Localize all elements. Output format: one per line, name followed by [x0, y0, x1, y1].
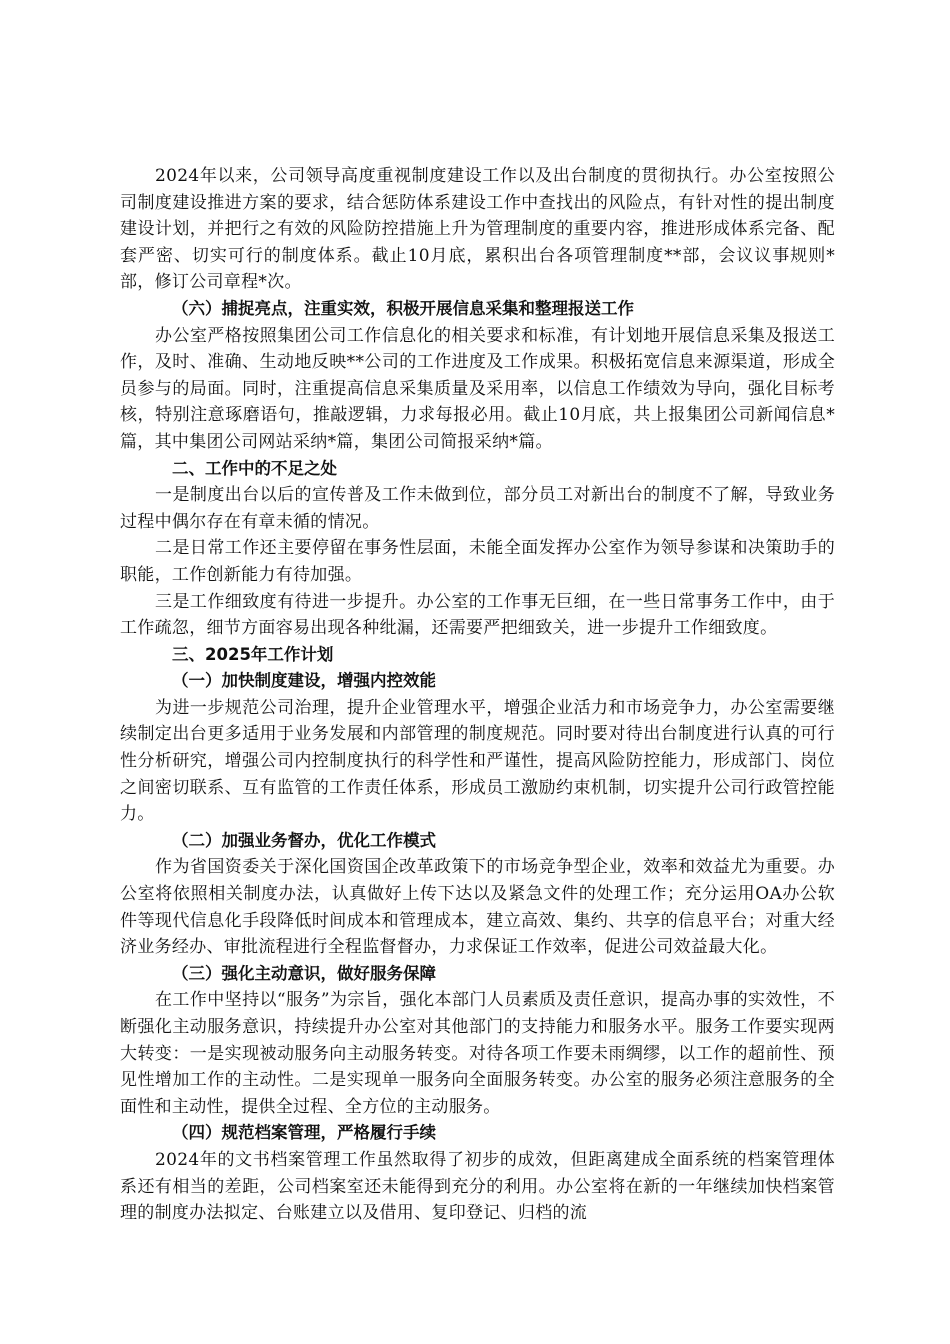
heading-shortcomings: 二、工作中的不足之处 — [172, 458, 337, 478]
heading-plan-2: （二）加强业务督办，优化工作模式 — [172, 830, 436, 850]
paragraph-plan-2: 作为省国资委关于深化国资国企改革政策下的市场竞争型企业，效率和效益尤为重要。办公室将依照相关制度办法，认真做好上传下达以及紧急文件的处理工作；充分运用OA办公软件等现代信息化手段降低时间成本和管理成本，建立高效、集约、共享的信息平台；对重大经济业务经办、审批流程进行全程监督督办，力求保证工作效率，促进公司效益最大化。 — [120, 857, 835, 958]
document-body — [120, 163, 835, 1227]
paragraph-plan-4: 2024年的文书档案管理工作虽然取得了初步的成效，但距离建成全面系统的档案管理体系还有相当的差距，公司档案室还未能得到充分的利用。办公室将在新的一年继续加快档案管理的制度办法拟定、台账建立以及借用、复印登记、归档的流 — [120, 1149, 835, 1224]
paragraph-shortcoming-1: 一是制度出台以后的宣传普及工作未做到位，部分员工对新出台的制度不了解，导致业务过程中偶尔存在有章未循的情况。 — [120, 485, 835, 532]
paragraph-plan-1: 为进一步规范公司治理，提升企业管理水平，增强企业活力和市场竞争力，办公室需要继续制定出台更多适用于业务发展和内部管理的制度规范。同时要对待出台制度进行认真的可行性分析研究，增强公司内控制度执行的科学性和严谨性，提高风险防控能力，形成部门、岗位之间密切联系、互有监管的工作责任体系，形成员工激励约束机制，切实提升公司行政管控能力。 — [120, 697, 835, 825]
paragraph-shortcoming-3: 三是工作细致度有待进一步提升。办公室的工作事无巨细，在一些日常事务工作中，由于工作疏忽，细节方面容易出现各种纰漏，还需要严把细致关，进一步提升工作细致度。 — [120, 591, 835, 639]
heading-info-collection: （六）捕捉亮点，注重实效，积极开展信息采集和整理报送工作 — [172, 298, 634, 318]
heading-work-plan: 三、2025年工作计划 — [172, 644, 334, 664]
heading-plan-1: （一）加快制度建设，增强内控效能 — [172, 671, 436, 691]
paragraph-institution-building: 2024年以来，公司领导高度重视制度建设工作以及出台制度的贯彻执行。办公室按照公司制度建设推进方案的要求，结合惩防体系建设工作中查找出的风险点，有针对性的提出制度建设计划，并把行之有效的风险防控措施上升为管理制度的重要内容，推进形成体系完备、配套严密、切实可行的制度体系。截止10月底，累积出台各项管理制度**部，会议议事规则*部，修订公司章程*次。 — [120, 166, 835, 293]
paragraph-info-collection: 办公室严格按照集团公司工作信息化的相关要求和标准，有计划地开展信息采集及报送工作，及时、准确、生动地反映**公司的工作进度及工作成果。积极拓宽信息来源渠道，形成全员参与的局面。同时，注重提高信息采集质量及采用率，以信息工作绩效为导向，强化目标考核，特别注意琢磨语句，推敲逻辑，力求每报必用。截止10月底，共上报集团公司新闻信息*篇，其中集团公司网站采纳*篇，集团公司简报采纳*篇。 — [120, 325, 835, 452]
heading-plan-4: （四）规范档案管理，严格履行手续 — [172, 1123, 436, 1143]
heading-plan-3: （三）强化主动意识，做好服务保障 — [172, 963, 436, 983]
paragraph-plan-3: 在工作中坚持以“服务”为宗旨，强化本部门人员素质及责任意识，提高办事的实效性，不断强化主动服务意识，持续提升办公室对其他部门的支持能力和服务水平。服务工作要实现两大转变：一是实现被动服务向主动服务转变。对待各项工作要未雨绸缪，以工作的超前性、预见性增加工作的主动性。二是实现单一服务向全面服务转变。办公室的服务必须注意服务的全面性和主动性，提供全过程、全方位的主动服务。 — [120, 990, 835, 1117]
paragraph-shortcoming-2: 二是日常工作还主要停留在事务性层面，未能全面发挥办公室作为领导参谋和决策助手的职能，工作创新能力有待加强。 — [120, 538, 835, 585]
